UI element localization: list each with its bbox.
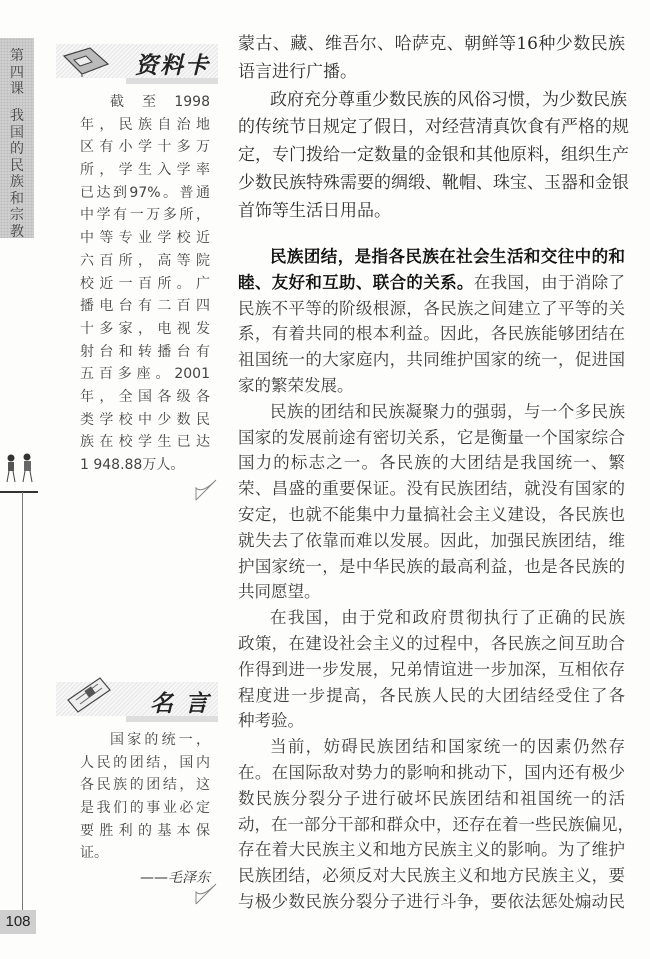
text-line: 作得到进一步发展，兄弟情谊进一步加深，互相依存	[238, 659, 625, 679]
lesson-label: 第四课	[10, 48, 24, 97]
floppy-disk-icon	[60, 46, 112, 78]
text-line: 民族的团结和民族凝聚力的强弱，与一个多民族	[270, 401, 625, 421]
page-curl-icon	[194, 478, 218, 502]
text-line: 定，专门拨给一定数量的金银和其他原料，组织生产	[238, 145, 629, 166]
text-line: 的传统节日规定了假日，对经营清真饮食有严格的规	[238, 117, 629, 138]
text-line: 六百所，高等院	[80, 252, 210, 269]
text-line: 国力的标志之一。各民族的大团结是我国统一、繁	[238, 453, 625, 473]
text-line: 播电台有二百四	[80, 298, 210, 315]
quote-author: ——毛泽东	[140, 870, 210, 886]
text-line: 安定，也就不能集中力量搞社会主义建设，各民族也	[238, 504, 625, 524]
text-line: 1 948.88万人。	[80, 457, 185, 473]
text-line: 程度进一步提高，各民族人民的大团结经受住了各	[238, 685, 625, 705]
text-line: 年，民族自治地	[80, 116, 210, 133]
text-line: 祖国统一的大家庭内，共同维护国家的统一，促进国	[238, 350, 625, 370]
main-text-top	[238, 31, 629, 226]
text-line: 民族不平等的阶级根源，各民族之间建立了平等的关	[238, 298, 625, 318]
text-line	[238, 270, 625, 296]
text-line: 各民族的团结，这	[80, 777, 210, 794]
text-line: 已达到97%。普通	[80, 184, 210, 201]
text-line	[238, 244, 625, 270]
text-line: 存在着大民族主义和地方民族主义的影响。为了维护	[238, 840, 625, 860]
definition-bold: 民族团结，是指各民族在社会生活和交往中的和	[270, 247, 625, 266]
text-line: 与极少数民族分裂分子进行斗争，要依法惩处煽动民	[238, 891, 625, 911]
text-line: 五百多座。2001	[80, 366, 210, 383]
lesson-side-tab	[0, 38, 34, 238]
text-line: 射台和转播台有	[80, 343, 210, 360]
text-line: 类学校中少数民	[80, 411, 210, 428]
text-line: 在我国，由于党和政府贯彻执行了正确的民族	[270, 608, 625, 628]
text-line: 共同愿望。	[238, 582, 321, 602]
text-line: 国家的统一，	[110, 732, 210, 748]
text-line: 少数民族特殊需要的绸缎、靴帽、珠宝、玉器和金银	[238, 172, 629, 193]
text-line: 中学有一万多所，	[80, 207, 210, 224]
newspaper-icon	[64, 674, 114, 716]
text-line: 荣、昌盛的重要保证。没有民族团结，就没有国家的	[238, 479, 625, 499]
data-card-title: 资料卡	[135, 53, 210, 79]
data-card-header	[56, 44, 218, 78]
lesson-title	[0, 108, 34, 240]
text-line: 首饰等生活日用品。	[238, 200, 391, 221]
quote-card-body	[80, 729, 210, 865]
text-line: 当前，妨碍民族团结和国家统一的因素仍然存	[270, 737, 625, 757]
text-line: 种考验。	[238, 711, 304, 731]
text-line: 人民的团结，国内	[80, 754, 210, 771]
quote-card-header	[56, 682, 218, 716]
text-line: 政府充分尊重少数民族的风俗习惯，为少数民族	[270, 89, 627, 110]
text-line: 校近一百所。广	[80, 275, 210, 292]
text-line: 十多家，电视发	[80, 320, 210, 337]
text-line: 年，全国各级各	[80, 388, 210, 405]
children-illustration-icon	[2, 452, 36, 488]
text-line: 证。	[80, 845, 108, 862]
page-number: 108	[0, 910, 36, 934]
text-line: 截至1998	[110, 94, 210, 110]
text-line: 要胜利的基本保	[80, 822, 210, 839]
text-line: 区有小学十多万	[80, 139, 210, 156]
lesson-number	[0, 48, 34, 98]
text-line: 就失去了依靠而难以发展。因此，加强民族团结，维	[238, 530, 625, 550]
text-line: 所，学生入学率	[80, 162, 210, 179]
data-card-body	[80, 91, 210, 477]
main-text-body	[238, 244, 634, 915]
text-line: 动，在一部分干部和群众中，还存在着一些民族偏见，	[238, 814, 634, 834]
text-segment: 在我国，由于消除了	[473, 272, 626, 292]
text-line: 家的繁荣发展。	[238, 375, 354, 395]
text-line: 族在校学生已达	[80, 434, 210, 451]
lesson-title-text: 我国的民族和宗教	[10, 108, 24, 240]
divider-vertical	[22, 492, 23, 912]
text-line: 护国家统一，是中华民族的最高利益，也是各民族的	[238, 556, 625, 576]
page-curl-icon	[194, 882, 218, 906]
text-line: 中等专业学校近	[80, 230, 210, 247]
text-line: 政策，在建设社会主义的过程中，各民族之间互助合	[238, 633, 625, 653]
quote-card-title: 名 言	[149, 691, 210, 717]
text-line: 系，有着共同的根本利益。因此，各民族能够团结在	[238, 324, 625, 344]
text-line: 是我们的事业必定	[80, 800, 210, 817]
definition-bold: 睦、友好和互助、联合的关系。	[238, 272, 474, 292]
text-line: 在。在国际敌对势力的影响和挑动下，国内还有极少	[238, 762, 625, 782]
text-line: 数民族分裂分子进行破坏民族团结和祖国统一的活	[238, 788, 625, 808]
text-line: 蒙古、藏、维吾尔、哈萨克、朝鲜等16种少数民族	[238, 34, 625, 54]
text-line: 语言进行广播。	[238, 61, 357, 82]
text-line: 民族团结，必须反对大民族主义和地方民族主义，要	[238, 866, 625, 886]
text-line: 国家的发展前途有密切关系，它是衡量一个国家综合	[238, 427, 625, 447]
divider-horizontal	[0, 491, 38, 493]
